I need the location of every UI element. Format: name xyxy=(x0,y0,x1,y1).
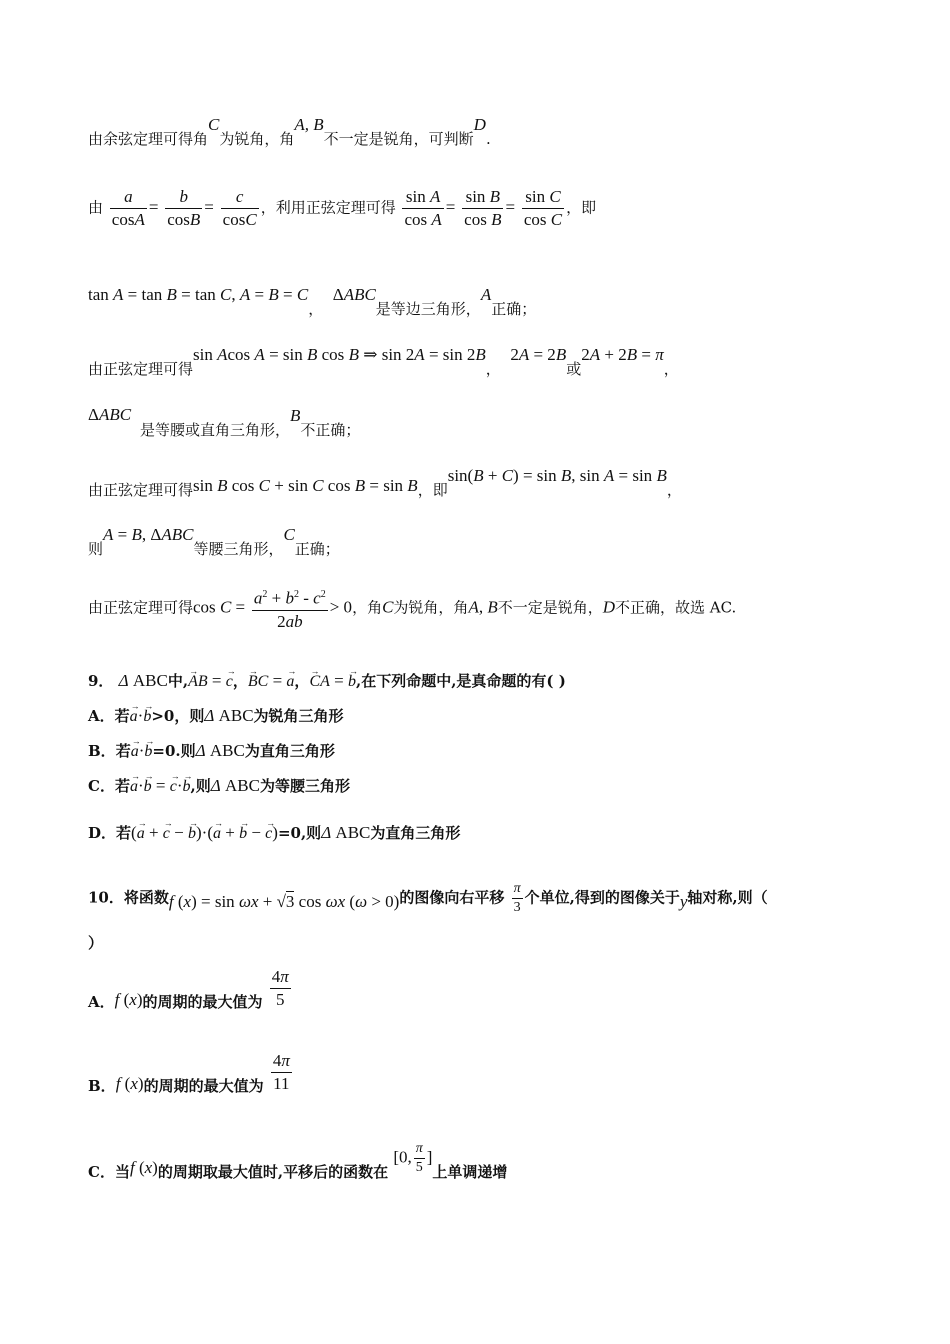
text: 中, xyxy=(167,672,189,690)
math: D xyxy=(473,115,486,134)
math: sin B cos C + sin C cos B = sin B xyxy=(193,476,418,495)
fraction: $\frac{\text{sin A}}{\text{cos A}}$ xyxy=(404,187,442,229)
text: ，即 xyxy=(566,198,597,217)
question-number: 10． xyxy=(88,888,124,907)
fraction: $\frac{c}{\cos C}$ xyxy=(222,187,257,229)
text: 或 xyxy=(566,360,582,378)
text: 上单调递增 xyxy=(432,1162,508,1181)
math: A, B xyxy=(294,115,324,134)
text: 的周期的最大值为 xyxy=(143,1076,264,1095)
text: 是等腰或直角三角形， xyxy=(140,421,291,439)
fraction: $\frac{a^2 + b^2 - c^2}{2ab}$ xyxy=(252,584,328,633)
math: sin Acos A = sin B cos B ⇒ sin 2A = sin 2B xyxy=(193,345,486,364)
text: 将函数 xyxy=(123,888,169,907)
q9-option-a: A．若→ a·→ b>0，则Δ ABC为锐角三角形 xyxy=(88,705,344,726)
text: 的周期取最大值时,平移后的函数在 xyxy=(157,1162,389,1181)
solution-line-2: 由 $\frac{a}{\cos A}$ = $\frac{b}{\cos B}$ = $\frac{c}{\cos C}$ ，利用正弦定理可得 $\frac{\text{sin A}}{\text{cos A}}$ = $\frac{\text{sin B}}{\text{cos B}}$ = $\frac{\text{sin C}}{\text{cos C}}$ ，即 xyxy=(88,187,597,229)
q9-option-c: C．若→ a·→ b = → c·→ b,则Δ ABC为等腰三角形 xyxy=(88,775,350,796)
text: 若 xyxy=(116,824,132,842)
q10-option-c: C．当f (x)的周期取最大值时,平移后的函数在 [0, $\frac{\pi}{5}$ ]上单调递增 xyxy=(88,1141,508,1181)
text: 为直角三角形 xyxy=(370,824,461,842)
text: ， xyxy=(232,672,248,690)
text: 正确； xyxy=(491,300,537,318)
math: C xyxy=(283,525,295,544)
text: =0.则 xyxy=(152,742,196,760)
q10-option-a: A．f (x)的周期的最大值为 $\frac{4\pi}{5}$ xyxy=(88,967,289,1011)
math: 2A + 2B = π xyxy=(581,345,664,364)
text: 不正确； xyxy=(300,421,361,439)
q9-option-d: D．若(→ a + → c − → b)·(→ a + → b − → c)=0,则Δ ABC为直角三角形 xyxy=(88,822,460,843)
option-label: D． xyxy=(88,824,117,842)
text: 不一定是锐角， xyxy=(497,598,603,617)
text: 当 xyxy=(114,1162,130,1181)
text: ，角 xyxy=(352,598,383,617)
text: ， xyxy=(308,300,324,318)
text: 若 xyxy=(114,777,130,795)
text: 由 xyxy=(88,198,104,217)
math: C xyxy=(208,115,220,134)
text: ,在下列命题中,是真命题的有( ) xyxy=(355,672,566,690)
math: tan A = tan B = tan C, A = B = C xyxy=(88,285,309,304)
solution-line-8: 由正弦定理可得cos C = $\frac{a^2 + b^2 - c^2}{2ab}$ > 0，角C为锐角，角A, B不一定是锐角，D不正确，故选 AC. xyxy=(88,584,736,633)
text: 则 xyxy=(88,540,104,558)
text: 是等边三角形， xyxy=(375,300,481,318)
option-label: C． xyxy=(88,1162,115,1181)
math: A = B, ΔABC xyxy=(103,525,194,544)
text: 轴对称,则（ xyxy=(687,888,768,907)
math: ΔABC xyxy=(88,405,132,424)
math: sin(B + C) = sin B, sin A = sin B xyxy=(447,466,667,485)
math: B xyxy=(290,406,301,425)
solution-line-4 xyxy=(88,345,679,379)
text: 不正确，故选 AC. xyxy=(615,598,737,617)
text: ,则 xyxy=(190,777,211,795)
text: 由正弦定理可得 xyxy=(88,360,194,378)
text: ） xyxy=(88,934,104,952)
option-label: A． xyxy=(88,992,115,1011)
fraction: $\frac{4\pi}{5}$ xyxy=(271,967,289,1009)
text: 为等腰三角形 xyxy=(259,777,350,795)
fraction: $\frac{a}{\cos A}$ xyxy=(111,187,145,229)
text: 由余弦定理可得角 xyxy=(88,130,209,148)
text: ，即 xyxy=(417,481,448,499)
text: 为锐角，角 xyxy=(393,598,469,617)
text: >0，则 xyxy=(151,707,205,725)
text: 由正弦定理可得 xyxy=(88,481,194,499)
math: C xyxy=(382,597,394,617)
math: 2A = 2B xyxy=(510,345,567,364)
text: 不一定是锐角，可判断 xyxy=(323,130,474,148)
text: 为锐角，角 xyxy=(219,130,295,148)
q10-stem-close xyxy=(88,932,103,953)
solution-line-6 xyxy=(88,466,682,500)
solution-line-5 xyxy=(88,405,131,425)
question-number: 9． xyxy=(88,672,114,690)
option-label: A． xyxy=(88,707,115,725)
text: 为锐角三角形 xyxy=(253,707,344,725)
text: 正确； xyxy=(294,540,340,558)
text: 若 xyxy=(114,707,130,725)
text: 若 xyxy=(115,742,131,760)
math: A xyxy=(480,285,492,304)
q10-option-b: B．f (x)的周期的最大值为 $\frac{4\pi}{11}$ xyxy=(88,1051,290,1095)
text: 等腰三角形， xyxy=(193,540,284,558)
text: 由正弦定理可得 xyxy=(88,598,194,617)
math: f (x) = sin ωx + √3 cos ωx (ω > 0) xyxy=(168,891,400,911)
math: ΔABC xyxy=(332,285,376,304)
solution-line-5b xyxy=(140,406,361,440)
math: D xyxy=(602,597,616,617)
fraction: $\frac{b}{\cos B}$ xyxy=(167,187,201,229)
solution-line-1: 由余弦定理可得角C为锐角，角A, B不一定是锐角，可判断D. xyxy=(88,115,491,148)
fraction: $\frac{4\pi}{11}$ xyxy=(272,1051,290,1093)
fraction: $\frac{\text{sin B}}{\text{cos B}}$ xyxy=(464,187,502,229)
text: 为直角三角形 xyxy=(244,742,335,760)
text: 的图像向右平移 xyxy=(399,888,505,907)
fraction: $\frac{\pi}{5}$ xyxy=(415,1141,423,1175)
text: ， xyxy=(663,360,679,378)
fraction: $\frac{\pi}{3}$ xyxy=(513,881,521,915)
solution-line-7 xyxy=(88,525,340,559)
text: 个单位,得到的图像关于 xyxy=(524,888,680,907)
option-label: B． xyxy=(88,1076,116,1095)
option-label: B． xyxy=(88,742,116,760)
text: 的周期的最大值为 xyxy=(142,992,263,1011)
text: ，利用正弦定理可得 xyxy=(260,198,396,217)
q9-option-b: B．若→ a·→ b=0.则Δ ABC为直角三角形 xyxy=(88,740,335,761)
math: A, B xyxy=(468,597,498,617)
q9-stem: 9． Δ ABC中,→ AB = → c，→ BC = → a，→ CA = → b,在下列命题中,是真命题的有( ) xyxy=(88,670,566,691)
option-label: C． xyxy=(88,777,115,795)
text: =0,则 xyxy=(277,824,322,842)
math: cos C = xyxy=(193,597,246,617)
solution-line-3 xyxy=(88,284,537,318)
q10-stem: 10．将函数f (x) = sin ωx + √3 cos ωx (ω > 0)的图像向右平移 $\frac{\pi}{3}$ 个单位,得到的图像关于y轴对称,则（ xyxy=(88,881,768,915)
fraction: $\frac{\text{sin C}}{\text{cos C}}$ xyxy=(523,187,563,229)
text: ， xyxy=(294,672,310,690)
text: ， xyxy=(666,481,682,499)
text: ， xyxy=(485,360,501,378)
